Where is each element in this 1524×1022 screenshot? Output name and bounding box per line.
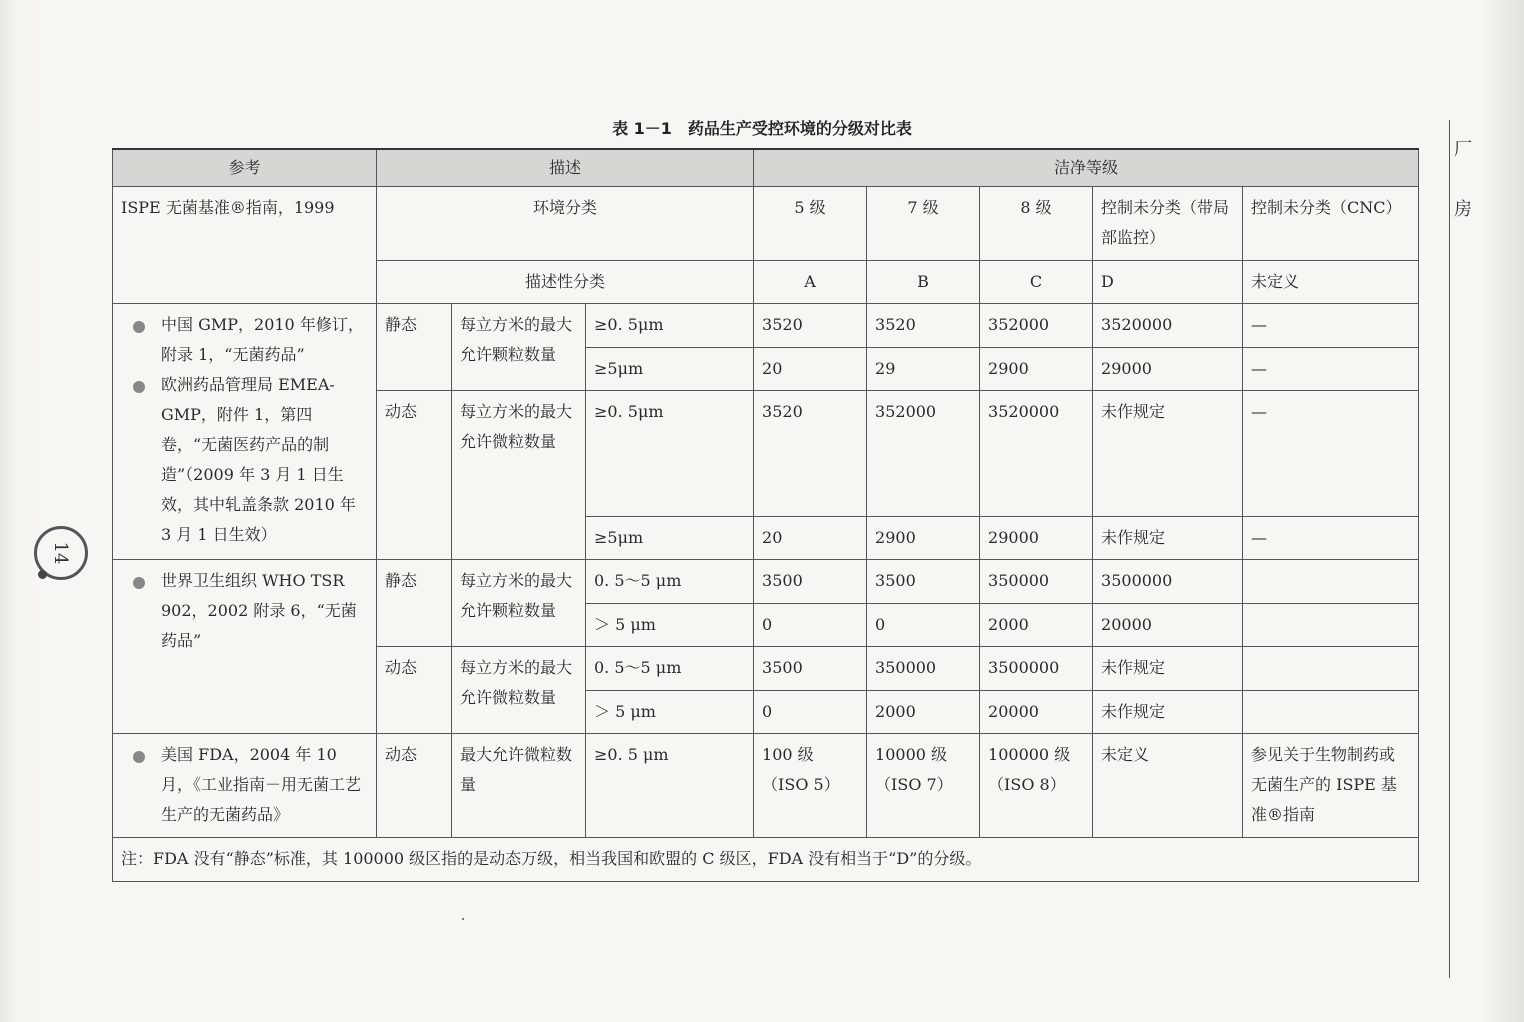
descriptive-classification-label: 描述性分类	[377, 260, 754, 304]
particle-size: ≥0. 5μm	[586, 304, 754, 348]
value-cell: 未作规定	[1093, 516, 1243, 560]
grade-letter: B	[867, 260, 980, 304]
particle-size: 0. 5～5 μm	[586, 647, 754, 691]
particle-size: ＞ 5 μm	[586, 690, 754, 734]
value-cell: 3500000	[1093, 560, 1243, 604]
value-cell: 3520000	[1093, 304, 1243, 348]
value-cell: 2900	[867, 516, 980, 560]
page-number: 14	[50, 541, 72, 565]
state-dynamic: 动态	[377, 647, 452, 734]
reference-item: 世界卫生组织 WHO TSR 902，2002 附录 6，“无菌药品”	[121, 566, 368, 656]
table-note: 注：FDA 没有“静态”标准，其 100000 级区指的是动态万级，相当我国和欧盟的 C 级区，FDA 没有相当于“D”的分级。	[113, 838, 1419, 882]
value-cell: —	[1243, 391, 1419, 516]
value-cell: 0	[754, 690, 867, 734]
particle-size: ≥0. 5μm	[586, 391, 754, 516]
grade-label: 8 级	[980, 187, 1093, 261]
value-cell: 29	[867, 347, 980, 391]
chapter-side-label: 厂 房	[1454, 139, 1472, 220]
ispe-grade-row	[113, 187, 1419, 261]
value-cell: 0	[867, 603, 980, 647]
grade-letter: D	[1093, 260, 1243, 304]
grade-letter: 未定义	[1243, 260, 1419, 304]
value-cell: 3500000	[980, 647, 1093, 691]
value-cell: 352000	[867, 391, 980, 516]
value-cell: 未作规定	[1093, 647, 1243, 691]
particle-size: ≥5μm	[586, 347, 754, 391]
value-cell: 29000	[1093, 347, 1243, 391]
value-cell: 3520	[867, 304, 980, 348]
grade-label: 控制未分类（CNC）	[1243, 187, 1419, 261]
value-cell: 20	[754, 347, 867, 391]
value-cell: 20	[754, 516, 867, 560]
value-cell: 350000	[980, 560, 1093, 604]
metric-label: 每立方米的最大允许颗粒数量	[452, 560, 586, 647]
who-reference	[113, 560, 377, 734]
badge-dot-icon	[38, 570, 47, 579]
state-static: 静态	[377, 304, 452, 391]
fda-reference	[113, 734, 377, 838]
grade-label: 控制未分类（带局部监控）	[1093, 187, 1243, 261]
metric-label: 每立方米的最大允许微粒数量	[452, 391, 586, 560]
scan-speck	[462, 918, 464, 920]
value-cell: 2000	[867, 690, 980, 734]
state-static: 静态	[377, 560, 452, 647]
reference-item: 中国 GMP，2010 年修订，附录 1，“无菌药品”	[121, 310, 368, 370]
value-cell: 未定义	[1093, 734, 1243, 838]
metric-label: 每立方米的最大允许颗粒数量	[452, 304, 586, 391]
value-cell: 3520000	[980, 391, 1093, 516]
header-cleanliness-grade: 洁净等级	[754, 149, 1419, 187]
value-cell: 100000 级（ISO 8）	[980, 734, 1093, 838]
value-cell: 0	[754, 603, 867, 647]
grade-label: 7 级	[867, 187, 980, 261]
state-dynamic: 动态	[377, 391, 452, 560]
value-cell: 未作规定	[1093, 690, 1243, 734]
value-cell: 未作规定	[1093, 391, 1243, 516]
particle-size: ≥0. 5 μm	[586, 734, 754, 838]
value-cell: 20000	[1093, 603, 1243, 647]
metric-label: 最大允许微粒数量	[452, 734, 586, 838]
value-cell: 3500	[754, 560, 867, 604]
table-row	[113, 304, 1419, 348]
metric-label: 每立方米的最大允许微粒数量	[452, 647, 586, 734]
value-cell: 352000	[980, 304, 1093, 348]
value-cell	[1243, 647, 1419, 691]
value-cell	[1243, 690, 1419, 734]
value-cell	[1243, 560, 1419, 604]
value-cell: 参见关于生物制药或无菌生产的 ISPE 基准®指南	[1243, 734, 1419, 838]
value-cell: 100 级（ISO 5）	[754, 734, 867, 838]
value-cell: 3520	[754, 391, 867, 516]
particle-size: ≥5μm	[586, 516, 754, 560]
value-cell: 2900	[980, 347, 1093, 391]
particle-size: ＞ 5 μm	[586, 603, 754, 647]
value-cell: —	[1243, 516, 1419, 560]
header-description: 描述	[377, 149, 754, 187]
grade-letter: A	[754, 260, 867, 304]
header-reference: 参考	[113, 149, 377, 187]
value-cell: —	[1243, 347, 1419, 391]
value-cell: —	[1243, 304, 1419, 348]
value-cell: 3500	[867, 560, 980, 604]
china-eu-reference	[113, 304, 377, 560]
reference-item: 美国 FDA，2004 年 10 月，《工业指南－用无菌工艺生产的无菌药品》	[121, 740, 368, 830]
header-row	[113, 149, 1419, 187]
grade-label: 5 级	[754, 187, 867, 261]
note-row	[113, 838, 1419, 882]
value-cell	[1243, 603, 1419, 647]
reference-item: 欧洲药品管理局 EMEA-GMP，附件 1，第四卷，“无菌医药产品的制造”（2009 年 3 月 1 日生效，其中轧盖条款 2010 年 3 月 1 日生效）	[121, 370, 368, 550]
particle-size: 0. 5～5 μm	[586, 560, 754, 604]
value-cell: 2000	[980, 603, 1093, 647]
state-dynamic: 动态	[377, 734, 452, 838]
value-cell: 10000 级（ISO 7）	[867, 734, 980, 838]
value-cell: 29000	[980, 516, 1093, 560]
grade-letter: C	[980, 260, 1093, 304]
value-cell: 20000	[980, 690, 1093, 734]
env-classification-label: 环境分类	[377, 187, 754, 261]
cleanroom-grade-table	[112, 148, 1419, 882]
table-row	[113, 560, 1419, 604]
ispe-reference: ISPE 无菌基准®指南，1999	[113, 187, 377, 304]
value-cell: 350000	[867, 647, 980, 691]
margin-rule	[1449, 120, 1450, 978]
value-cell: 3520	[754, 304, 867, 348]
table-row	[113, 734, 1419, 838]
table-caption: 表 1－1 药品生产受控环境的分级对比表	[612, 119, 912, 138]
value-cell: 3500	[754, 647, 867, 691]
